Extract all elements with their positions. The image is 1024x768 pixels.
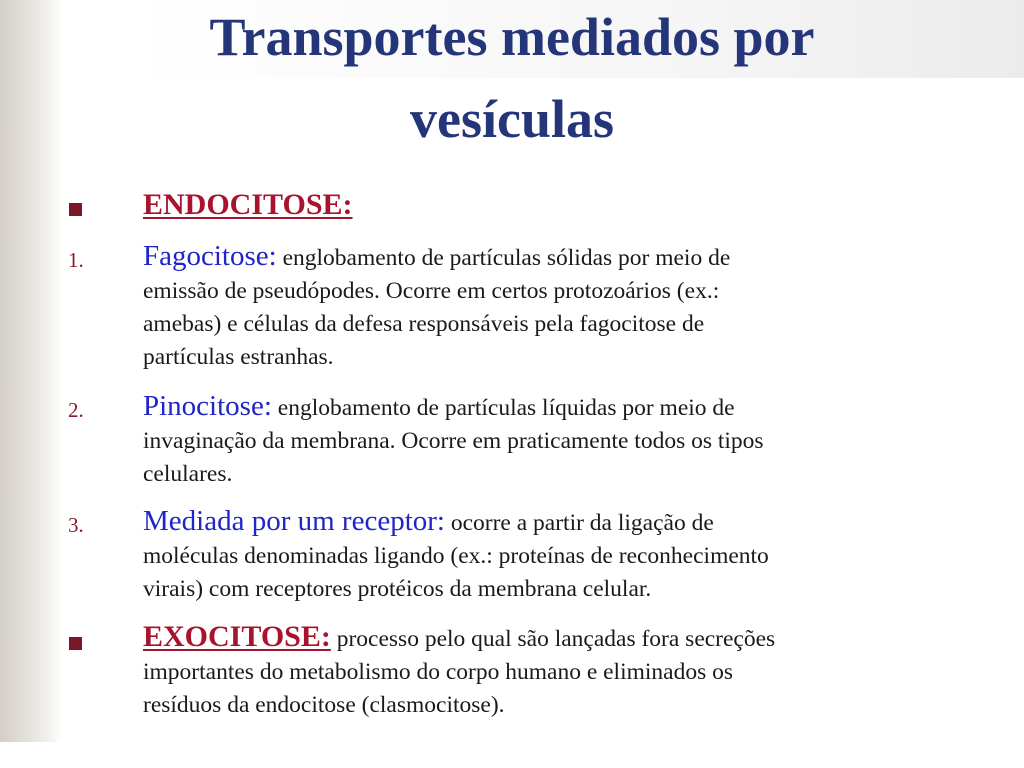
- item-line: ocorre a partir da ligação de: [444, 510, 714, 536]
- exocitose-line: importantes do metabolismo do corpo humano e eliminados os: [143, 659, 734, 685]
- item-line: virais) com receptores protéicos da membrana celular.: [143, 576, 652, 602]
- item-line: celulares.: [143, 461, 233, 487]
- exocitose-line: processo pelo qual são lançadas fora secreções: [330, 626, 776, 652]
- item-text: [143, 240, 993, 374]
- item-line: amebas) e células da defesa responsáveis pela fagocitose de: [143, 311, 705, 337]
- title-line-1: Transportes mediados por: [209, 7, 815, 67]
- item-line: englobamento de partículas líquidas por meio de: [271, 395, 735, 421]
- item-term: Mediada por um receptor:: [143, 505, 445, 537]
- endocitose-heading: ENDOCITOSE:: [143, 188, 353, 221]
- item-line: partículas estranhas.: [143, 344, 334, 370]
- left-gradient-border: [0, 0, 62, 742]
- item-line: moléculas denominadas ligando (ex.: proteínas de reconhecimento: [143, 543, 769, 569]
- bottom-margin: [0, 742, 1024, 768]
- item-line: invaginação da membrana. Ocorre em praticamente todos os tipos: [143, 428, 764, 454]
- item-line: emissão de pseudópodes. Ocorre em certos protozoários (ex.:: [143, 278, 720, 304]
- item-text: [143, 390, 993, 491]
- exocitose-text: [143, 620, 993, 722]
- item-number: 1.: [68, 248, 84, 272]
- square-bullet-icon: [69, 203, 82, 216]
- item-term: Pinocitose:: [143, 390, 272, 422]
- exocitose-line: resíduos da endocitose (clasmocitose).: [143, 692, 505, 718]
- square-bullet-icon: [69, 637, 82, 650]
- title-line-2: vesículas: [409, 89, 614, 149]
- slide-title: [60, 0, 964, 160]
- exocitose-heading: EXOCITOSE:: [143, 620, 331, 653]
- item-line: englobamento de partículas sólidas por meio de: [276, 245, 731, 271]
- item-text: [143, 505, 993, 606]
- item-number: 3.: [68, 513, 84, 537]
- item-number: 2.: [68, 398, 84, 422]
- item-term: Fagocitose:: [143, 240, 277, 272]
